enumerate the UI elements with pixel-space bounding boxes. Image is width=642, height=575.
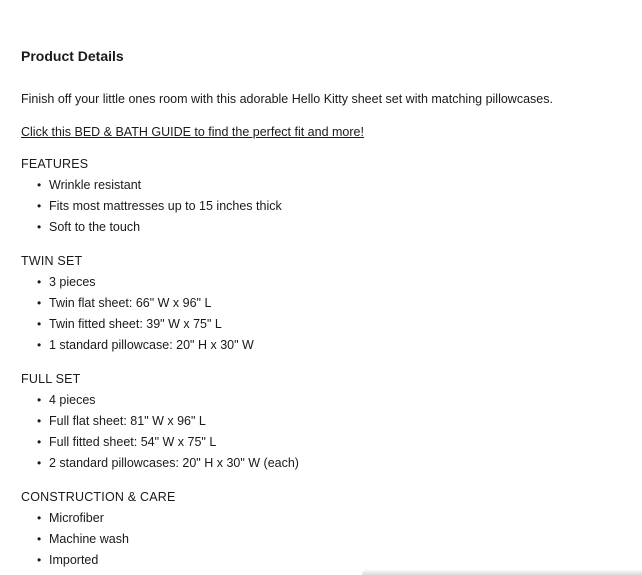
bullet-icon: • [37,178,42,192]
list-item: • Twin fitted sheet: 39" W x 75" L [37,314,631,335]
list-item: • Full flat sheet: 81" W x 96" L [37,411,631,432]
construction-care-section [21,488,631,571]
list-item: • Fits most mattresses up to 15 inches thick [37,196,631,217]
section-heading: CONSTRUCTION & CARE [21,490,176,504]
list-item: • 4 pieces [37,390,631,411]
list-item: • 2 standard pillowcases: 20" H x 30" W (each) [37,453,631,474]
bullet-icon: • [37,296,42,310]
features-section [21,155,631,238]
bed-bath-guide-link[interactable]: Click this BED & BATH GUIDE to find the perfect fit and more! [21,125,364,139]
list-item: • Microfiber [37,508,631,529]
section-heading: TWIN SET [21,254,83,268]
bullet-icon: • [37,317,42,331]
list-item: • 3 pieces [37,272,631,293]
list-item: • Soft to the touch [37,217,631,238]
bullet-icon: • [37,199,42,213]
features-list [21,175,631,238]
full-set-list [21,390,631,474]
bullet-icon: • [37,511,42,525]
bullet-icon: • [37,532,42,546]
bottom-panel-shadow [362,569,642,575]
bullet-icon: • [37,338,42,352]
list-item: • Twin flat sheet: 66" W x 96" L [37,293,631,314]
section-heading: FULL SET [21,372,81,386]
bullet-icon: • [37,435,42,449]
bullet-icon: • [37,456,42,470]
twin-set-list [21,272,631,356]
section-heading: FEATURES [21,157,89,171]
bullet-icon: • [37,414,42,428]
list-item: • Full fitted sheet: 54" W x 75" L [37,432,631,453]
bullet-icon: • [37,393,42,407]
product-details-panel [21,46,631,571]
construction-care-list [21,508,631,571]
list-item: • Imported [37,550,631,571]
list-item: • Wrinkle resistant [37,175,631,196]
list-item: • Machine wash [37,529,631,550]
bullet-icon: • [37,275,42,289]
bullet-icon: • [37,553,42,567]
bullet-icon: • [37,220,42,234]
product-description: Finish off your little ones room with this adorable Hello Kitty sheet set with matching pillowcases. [21,92,553,106]
list-item: • 1 standard pillowcase: 20" H x 30" W [37,335,631,356]
full-set-section [21,370,631,474]
product-details-title: Product Details [21,48,124,64]
twin-set-section [21,252,631,356]
